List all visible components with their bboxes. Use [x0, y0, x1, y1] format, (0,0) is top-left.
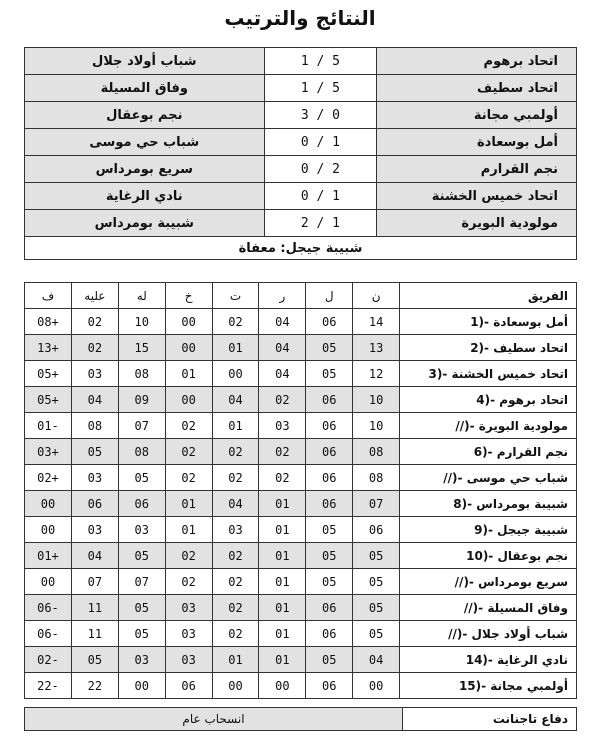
drawn-cell: 01 [212, 413, 259, 439]
points-cell: 05 [353, 543, 400, 569]
goal-diff-cell: 05+ [25, 361, 72, 387]
standings-row [25, 387, 577, 413]
goal-diff-cell: 08+ [25, 309, 72, 335]
exempt-row [25, 237, 577, 260]
points-cell: 05 [353, 595, 400, 621]
won-cell: 04 [259, 335, 306, 361]
header-team: الفريق [400, 283, 577, 309]
result-row [25, 129, 577, 156]
won-cell: 01 [259, 647, 306, 673]
won-cell: 01 [259, 517, 306, 543]
goals-for-cell: 07 [118, 413, 165, 439]
goal-diff-cell: 01+ [25, 543, 72, 569]
won-cell: 01 [259, 621, 306, 647]
goals-for-cell: 06 [118, 491, 165, 517]
points-cell: 04 [353, 647, 400, 673]
goals-for-cell: 15 [118, 335, 165, 361]
lost-cell: 01 [165, 517, 212, 543]
points-cell: 07 [353, 491, 400, 517]
points-cell: 10 [353, 387, 400, 413]
goals-against-cell: 03 [71, 361, 118, 387]
won-cell: 02 [259, 439, 306, 465]
drawn-cell: 01 [212, 335, 259, 361]
played-cell: 06 [306, 491, 353, 517]
away-team: شبيبة بومرداس [25, 210, 265, 237]
away-team: شباب حي موسى [25, 129, 265, 156]
match-score: 1 / 5 [264, 48, 377, 75]
points-cell: 14 [353, 309, 400, 335]
standings-row [25, 465, 577, 491]
won-cell: 04 [259, 309, 306, 335]
won-cell: 01 [259, 491, 306, 517]
goal-diff-cell: 03+ [25, 439, 72, 465]
played-cell: 06 [306, 413, 353, 439]
goal-diff-cell: 06- [25, 595, 72, 621]
lost-cell: 06 [165, 673, 212, 699]
header-goals-for: له [118, 283, 165, 309]
drawn-cell: 00 [212, 673, 259, 699]
team-name-cell: 9)- شبيبة جيجل [400, 517, 577, 543]
won-cell: 03 [259, 413, 306, 439]
result-row [25, 102, 577, 129]
match-score: 3 / 0 [264, 102, 377, 129]
goals-for-cell: 05 [118, 465, 165, 491]
lost-cell: 02 [165, 569, 212, 595]
header-played: ل [306, 283, 353, 309]
away-team: نادي الرغاية [25, 183, 265, 210]
points-cell: 00 [353, 673, 400, 699]
played-cell: 06 [306, 673, 353, 699]
played-cell: 05 [306, 569, 353, 595]
team-name-cell: //)- وفاق المسيلة [400, 595, 577, 621]
goals-against-cell: 04 [71, 543, 118, 569]
team-name-cell: 14)- نادي الرغاية [400, 647, 577, 673]
away-team: سريع بومرداس [25, 156, 265, 183]
goals-against-cell: 02 [71, 309, 118, 335]
home-team: أولمبي مجانة [377, 102, 577, 129]
team-name-cell: //)- مولودية البويرة [400, 413, 577, 439]
goals-for-cell: 05 [118, 621, 165, 647]
team-name-cell: //)- شباب أولاد جلال [400, 621, 577, 647]
goal-diff-cell: 02+ [25, 465, 72, 491]
won-cell: 02 [259, 465, 306, 491]
lost-cell: 02 [165, 465, 212, 491]
lost-cell: 01 [165, 361, 212, 387]
goal-diff-cell: 06- [25, 621, 72, 647]
played-cell: 06 [306, 465, 353, 491]
footer-table [24, 707, 577, 731]
standings-row [25, 491, 577, 517]
goal-diff-cell: 22- [25, 673, 72, 699]
played-cell: 06 [306, 621, 353, 647]
header-diff: ف [25, 283, 72, 309]
goals-against-cell: 05 [71, 439, 118, 465]
played-cell: 05 [306, 361, 353, 387]
points-cell: 13 [353, 335, 400, 361]
goal-diff-cell: 05+ [25, 387, 72, 413]
goal-diff-cell: 02- [25, 647, 72, 673]
result-row [25, 156, 577, 183]
home-team: اتحاد خميس الخشنة [377, 183, 577, 210]
match-score: 0 / 1 [264, 129, 377, 156]
home-team: مولودية البويرة [377, 210, 577, 237]
standings-row [25, 517, 577, 543]
standings-row [25, 569, 577, 595]
result-row [25, 75, 577, 102]
footer-note: انسحاب عام [25, 708, 403, 731]
goals-for-cell: 08 [118, 439, 165, 465]
lost-cell: 02 [165, 413, 212, 439]
exempt-team-note: شبيبة جيجل: معفاة [25, 237, 577, 260]
away-team: نجم بوعقال [25, 102, 265, 129]
goals-against-cell: 11 [71, 595, 118, 621]
standings-header-row [25, 283, 577, 309]
played-cell: 05 [306, 335, 353, 361]
team-name-cell: 3)- اتحاد خميس الخشنة [400, 361, 577, 387]
points-cell: 10 [353, 413, 400, 439]
team-name-cell: 2)- اتحاد سطيف [400, 335, 577, 361]
goals-for-cell: 07 [118, 569, 165, 595]
goals-for-cell: 09 [118, 387, 165, 413]
drawn-cell: 02 [212, 595, 259, 621]
standings-row [25, 361, 577, 387]
standings-row [25, 309, 577, 335]
won-cell: 00 [259, 673, 306, 699]
home-team: اتحاد سطيف [377, 75, 577, 102]
goals-for-cell: 08 [118, 361, 165, 387]
team-name-cell: 10)- نجم بوعقال [400, 543, 577, 569]
match-score: 0 / 2 [264, 156, 377, 183]
drawn-cell: 02 [212, 569, 259, 595]
team-name-cell: //)- سريع بومرداس [400, 569, 577, 595]
standings-table [24, 282, 577, 699]
away-team: شباب أولاد جلال [25, 48, 265, 75]
drawn-cell: 02 [212, 439, 259, 465]
team-name-cell: 6)- نجم القرارم [400, 439, 577, 465]
header-lost: خ [165, 283, 212, 309]
match-score: 1 / 5 [264, 75, 377, 102]
goals-against-cell: 06 [71, 491, 118, 517]
won-cell: 01 [259, 543, 306, 569]
page-title: النتائج والترتيب [224, 6, 376, 30]
team-name-cell: //)- شباب حي موسى [400, 465, 577, 491]
lost-cell: 00 [165, 309, 212, 335]
goals-against-cell: 11 [71, 621, 118, 647]
goals-against-cell: 07 [71, 569, 118, 595]
goal-diff-cell: 00 [25, 491, 72, 517]
won-cell: 02 [259, 387, 306, 413]
goals-against-cell: 03 [71, 465, 118, 491]
points-cell: 12 [353, 361, 400, 387]
goals-for-cell: 03 [118, 647, 165, 673]
drawn-cell: 02 [212, 465, 259, 491]
home-team: نجم القرارم [377, 156, 577, 183]
standings-row [25, 439, 577, 465]
goals-for-cell: 05 [118, 543, 165, 569]
header-won: ر [259, 283, 306, 309]
won-cell: 01 [259, 569, 306, 595]
team-name-cell: 15)- أولمبي مجانة [400, 673, 577, 699]
standings-row [25, 335, 577, 361]
header-points: ن [353, 283, 400, 309]
standings-row [25, 647, 577, 673]
played-cell: 05 [306, 543, 353, 569]
goal-diff-cell: 00 [25, 517, 72, 543]
match-score: 0 / 1 [264, 183, 377, 210]
lost-cell: 02 [165, 543, 212, 569]
standings-row [25, 413, 577, 439]
lost-cell: 03 [165, 621, 212, 647]
standings-row [25, 543, 577, 569]
drawn-cell: 01 [212, 647, 259, 673]
played-cell: 06 [306, 387, 353, 413]
result-row [25, 210, 577, 237]
team-name-cell: 4)- اتحاد برهوم [400, 387, 577, 413]
home-team: اتحاد برهوم [377, 48, 577, 75]
played-cell: 05 [306, 647, 353, 673]
result-row [25, 183, 577, 210]
goals-for-cell: 00 [118, 673, 165, 699]
drawn-cell: 03 [212, 517, 259, 543]
goals-against-cell: 08 [71, 413, 118, 439]
goals-for-cell: 10 [118, 309, 165, 335]
footer-row [25, 708, 577, 731]
drawn-cell: 02 [212, 543, 259, 569]
standings-row [25, 673, 577, 699]
lost-cell: 02 [165, 439, 212, 465]
goal-diff-cell: 13+ [25, 335, 72, 361]
away-team: وفاق المسيلة [25, 75, 265, 102]
drawn-cell: 04 [212, 491, 259, 517]
points-cell: 05 [353, 569, 400, 595]
goals-against-cell: 05 [71, 647, 118, 673]
goals-against-cell: 22 [71, 673, 118, 699]
standings-row [25, 595, 577, 621]
lost-cell: 03 [165, 647, 212, 673]
points-cell: 08 [353, 439, 400, 465]
drawn-cell: 00 [212, 361, 259, 387]
goals-for-cell: 05 [118, 595, 165, 621]
drawn-cell: 02 [212, 621, 259, 647]
goals-against-cell: 02 [71, 335, 118, 361]
match-score: 2 / 1 [264, 210, 377, 237]
won-cell: 04 [259, 361, 306, 387]
played-cell: 05 [306, 517, 353, 543]
goals-against-cell: 04 [71, 387, 118, 413]
points-cell: 08 [353, 465, 400, 491]
goal-diff-cell: 01- [25, 413, 72, 439]
won-cell: 01 [259, 595, 306, 621]
goal-diff-cell: 00 [25, 569, 72, 595]
goals-for-cell: 03 [118, 517, 165, 543]
drawn-cell: 02 [212, 309, 259, 335]
played-cell: 06 [306, 309, 353, 335]
lost-cell: 03 [165, 595, 212, 621]
header-goals-against: عليه [71, 283, 118, 309]
drawn-cell: 04 [212, 387, 259, 413]
goals-against-cell: 03 [71, 517, 118, 543]
team-name-cell: 8)- شبيبة بومرداس [400, 491, 577, 517]
played-cell: 06 [306, 595, 353, 621]
lost-cell: 00 [165, 387, 212, 413]
played-cell: 06 [306, 439, 353, 465]
lost-cell: 00 [165, 335, 212, 361]
home-team: أمل بوسعادة [377, 129, 577, 156]
header-drawn: ت [212, 283, 259, 309]
lost-cell: 01 [165, 491, 212, 517]
points-cell: 06 [353, 517, 400, 543]
team-name-cell: 1)- أمل بوسعادة [400, 309, 577, 335]
footer-team-label: دفاع تاجنانت [403, 708, 577, 731]
points-cell: 05 [353, 621, 400, 647]
standings-row [25, 621, 577, 647]
result-row [25, 48, 577, 75]
results-table [24, 47, 577, 260]
